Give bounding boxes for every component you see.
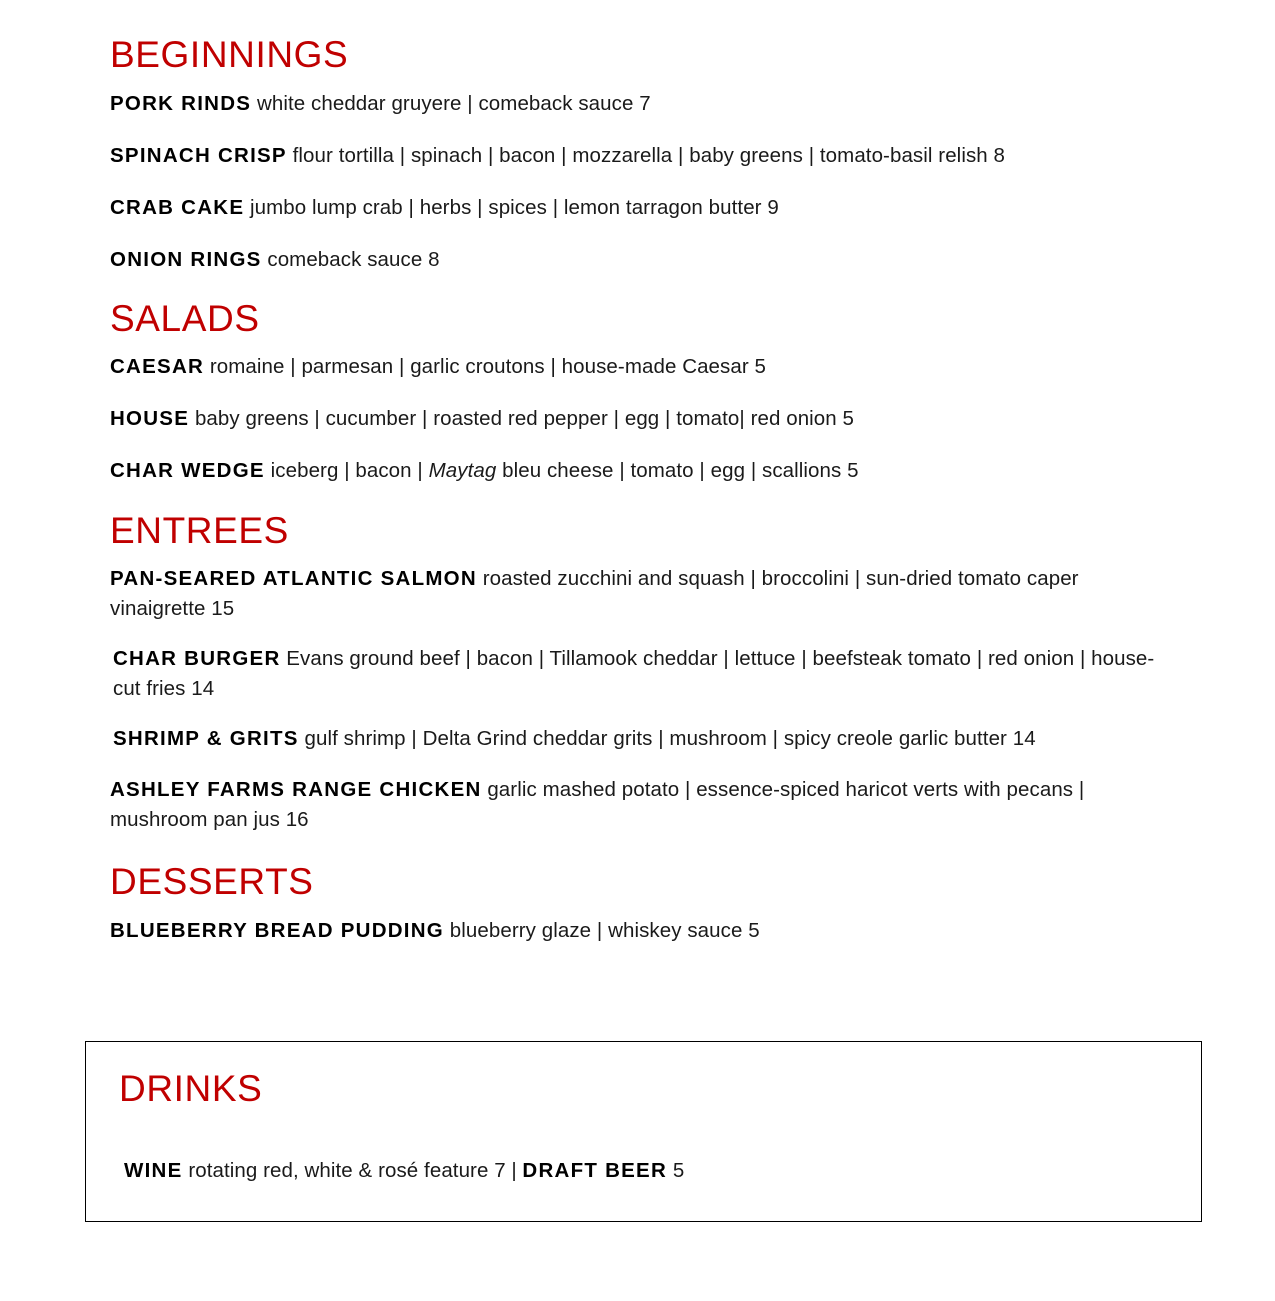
menu-item: [110, 404, 1156, 434]
menu-item-description-text: baby greens | cucumber | roasted red pepper | egg | tomato| red onion 5: [194, 406, 855, 430]
drinks-wine-description-text: rotating red, white & rosé feature 7: [188, 1158, 506, 1182]
menu-item-name: HOUSE: [110, 406, 190, 430]
menu-item-description-text: flour tortilla | spinach | bacon | mozzarella | baby greens | tomato-basil relish 8: [292, 144, 1006, 168]
menu-item: [110, 141, 1156, 171]
menu-item-name: SHRIMP & GRITS: [113, 727, 299, 751]
menu-item-description-text: romaine | parmesan | garlic croutons | house-made Caesar 5: [209, 354, 767, 378]
section-heading-salads: SALADS: [110, 297, 260, 339]
menu-item: [110, 89, 1156, 119]
menu-item-description-text: garlic mashed potato | essence-spiced haricot verts with pecans | mushroom pan jus 16: [110, 777, 1085, 831]
menu-item-name: ONION RINGS: [110, 248, 262, 272]
menu-item-description: [189, 407, 854, 430]
menu-item-description: [262, 248, 440, 271]
menu-item-name: SPINACH CRISP: [110, 144, 287, 168]
section-heading-desserts: DESSERTS: [110, 860, 314, 902]
menu-item-description: [204, 355, 766, 378]
menu-section-entrees: [0, 486, 1275, 835]
drinks-separator: |: [505, 1158, 523, 1182]
section-heading-entrees: ENTREES: [110, 509, 289, 551]
menu-item-description-text: roasted zucchini and squash | broccolini | sun-dried tomato caper vinaigrette 15: [110, 566, 1079, 620]
menu-section-beginnings: [0, 0, 1275, 276]
menu-item: [110, 352, 1156, 382]
menu-item-name: CRAB CAKE: [110, 196, 245, 220]
menu-item-description: [251, 92, 650, 115]
drinks-beer-description: [667, 1159, 684, 1182]
menu-item-description-text: comeback sauce 8: [267, 248, 440, 272]
menu-item: [110, 564, 1156, 624]
menu-item-name: CHAR WEDGE: [110, 458, 265, 482]
menu-item: [110, 456, 1156, 486]
menu-item-brand-name: Maytag: [428, 458, 497, 482]
menu-item-description: [287, 144, 1005, 167]
menu-item: [110, 245, 1156, 275]
drinks-box: [85, 1041, 1202, 1222]
menu-section-desserts: [0, 835, 1275, 946]
drinks-item-line: [86, 1128, 1201, 1186]
menu-item-name: PAN-SEARED ATLANTIC SALMON: [110, 566, 477, 590]
drinks-wine-name: WINE: [124, 1158, 183, 1182]
menu-item-description-text: gulf shrimp | Delta Grind cheddar grits | mushroom | spicy creole garlic butter 14: [304, 727, 1036, 751]
menu-section-salads: [0, 276, 1275, 486]
menu-item: [110, 644, 1157, 704]
drinks-beer-price: 5: [672, 1158, 685, 1182]
menu-item-description: [244, 196, 779, 219]
menu-item-description-text: jumbo lump crab | herbs | spices | lemon tarragon butter 9: [250, 196, 779, 220]
menu-item-description-text-cont: bleu cheese | tomato | egg | scallions 5: [496, 458, 859, 482]
menu-item: [110, 775, 1156, 835]
menu-item-description-text: white cheddar gruyere | comeback sauce 7: [257, 92, 651, 115]
menu-item: [110, 724, 1157, 754]
menu-item-description-text: Evans ground beef | bacon | Tillamook cheddar | lettuce | beefsteak tomato | red onion | house-cut fries 14: [113, 647, 1155, 701]
menu-item-name: ASHLEY FARMS RANGE CHICKEN: [110, 777, 482, 801]
section-heading-drinks: DRINKS: [119, 1068, 263, 1109]
menu-item-description-text: blueberry glaze | whiskey sauce 5: [449, 918, 760, 942]
section-heading-beginnings: BEGINNINGS: [110, 34, 349, 75]
drinks-wine-description: [183, 1159, 506, 1182]
menu-item-description: [265, 459, 859, 482]
menu-item-description: [299, 727, 1036, 750]
drinks-beer-name: DRAFT BEER: [522, 1158, 668, 1182]
menu-item-description: [444, 919, 760, 942]
menu-item: [110, 916, 1156, 946]
menu-item-description-text: iceberg | bacon |: [270, 458, 429, 482]
menu-item-name: CHAR BURGER: [113, 647, 281, 671]
menu-item: [110, 193, 1156, 223]
menu-item-name: BLUEBERRY BREAD PUDDING: [110, 918, 444, 942]
menu-item-name: PORK RINDS: [110, 92, 252, 115]
menu-item-name: CAESAR: [110, 354, 205, 378]
